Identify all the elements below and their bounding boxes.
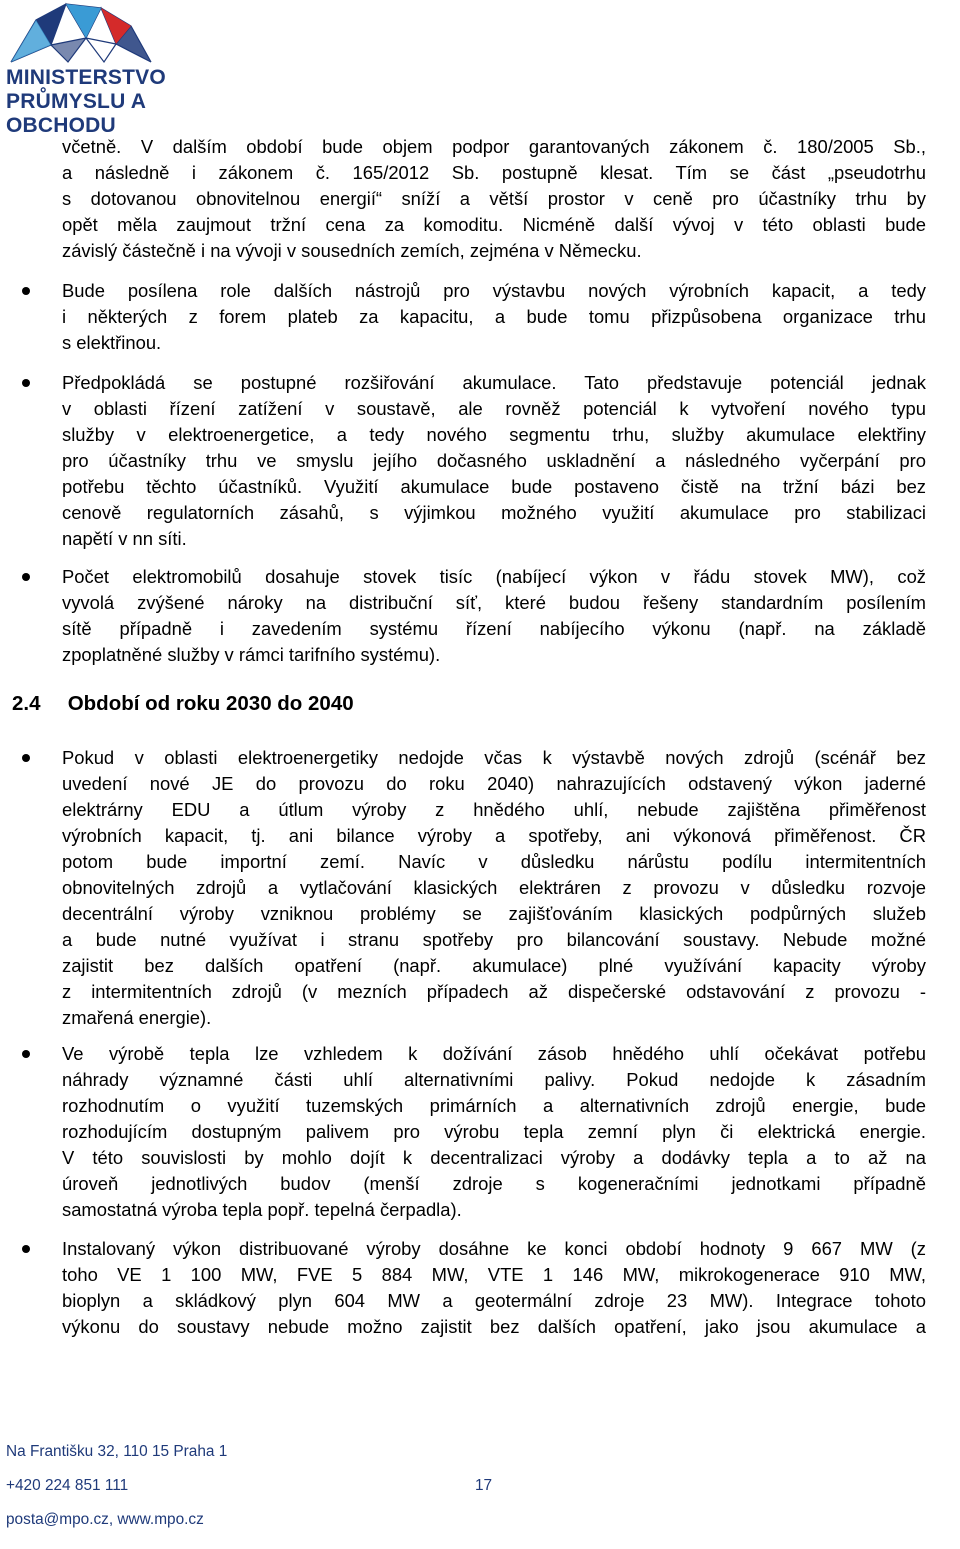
text-line: s elektřinou. bbox=[62, 332, 162, 353]
text-line: zmařená energie). bbox=[62, 1007, 212, 1028]
bullet-dot bbox=[22, 379, 30, 387]
text-line: toho VE 1 100 MW, FVE 5 884 MW, VTE 1 146 MW, mikrokogenerace 910 MW, bbox=[62, 1264, 926, 1285]
text-line: včetně. V dalším období bude objem podpor garantovaných zákonem č. 180/2005 Sb., bbox=[62, 136, 926, 157]
text-line: sítě případně i zavedením systému řízení nabíjecího výkonu (např. na základě bbox=[62, 618, 926, 639]
text-line: uvedení nové JE do provozu do roku 2040) nahrazujících odstavený výkon jaderné bbox=[62, 773, 926, 794]
page-number: 17 bbox=[475, 1477, 493, 1494]
bullet-dot bbox=[22, 1245, 30, 1253]
text-line: zajistit bez dalších opatření (např. akumulace) plné využívání kapacity výroby bbox=[62, 955, 926, 976]
text-line: Předpokládá se postupné rozšiřování akumulace. Tato představuje potenciál jednak bbox=[62, 372, 926, 393]
text-line: výkonu do soustavy nebude možno zajistit bez dalších opatření, jako jsou akumulace a bbox=[62, 1316, 926, 1337]
text-line: cenově regulatorních zásahů, s výjimkou možného využití akumulace pro stabilizaci bbox=[62, 502, 926, 523]
text-line: Počet elektromobilů dosahuje stovek tisíc (nabíjecí výkon v řádu stovek MW), což bbox=[62, 566, 926, 587]
text-line: Pokud v oblasti elektroenergetiky nedojde včas k výstavbě nových zdrojů (scénář bez bbox=[62, 747, 926, 768]
text-line: pro účastníky trhu ve smyslu jejího dočasného uskladnění a následného vyčerpání pro bbox=[62, 450, 926, 471]
bullet-dot bbox=[22, 573, 30, 581]
section-heading bbox=[12, 690, 354, 718]
text-line: úroveň jednotlivých budov (menší zdroje s kogeneračními jednotkami případně bbox=[62, 1173, 926, 1194]
text-line: i některých z forem plateb za kapacitu, a bude tomu přizpůsobena organizace trhu bbox=[62, 306, 926, 327]
logo-line-1: MINISTERSTVO bbox=[6, 66, 166, 89]
bullet-item bbox=[62, 278, 926, 356]
section-number: 2.4 bbox=[12, 692, 41, 715]
text-line: samostatná výroba tepla popř. tepelná čerpadla). bbox=[62, 1199, 462, 1220]
text-line: zpoplatněné služby v rámci tarifního systému). bbox=[62, 644, 441, 665]
text-line: napětí v nn síti. bbox=[62, 528, 187, 549]
text-line: obnovitelných zdrojů a vytlačování klasických elektráren z provozu v důsledku rozvoje bbox=[62, 877, 926, 898]
section-title: Období od roku 2030 do 2040 bbox=[67, 692, 354, 715]
bullet-dot bbox=[22, 287, 30, 295]
logo-line-2: PRŮMYSLU A OBCHODU bbox=[6, 90, 146, 137]
text-line: vyvolá zvýšené nároky na distribuční síť, které budou řešeny standardním posílením bbox=[62, 592, 926, 613]
text-line: z intermitentních zdrojů (v mezních případech až dispečerské odstavování z provozu - bbox=[62, 981, 926, 1002]
bullet-item bbox=[62, 1236, 926, 1340]
bullet-dot bbox=[22, 754, 30, 762]
text-line: v oblasti řízení zatížení v soustavě, ale rovněž potenciál k vytvoření nového typu bbox=[62, 398, 926, 419]
text-line: Ve výrobě tepla lze vzhledem k dožívání zásob hnědého uhlí očekávat potřebu bbox=[62, 1043, 926, 1064]
text-line: náhrady významné části uhlí alternativními palivy. Pokud nedojde k zásadním bbox=[62, 1069, 926, 1090]
bullet-item bbox=[62, 1041, 926, 1223]
text-line: rozhodujícím dostupným palivem pro výrobu tepla zemní plyn či elektrická energie. bbox=[62, 1121, 926, 1142]
footer-phone: +420 224 851 111 bbox=[6, 1477, 129, 1494]
bullet-item bbox=[62, 745, 926, 1031]
footer-contact[interactable]: posta@mpo.cz, www.mpo.cz bbox=[6, 1511, 204, 1528]
bullet-item bbox=[62, 564, 926, 668]
text-line: potřebu těchto účastníků. Využití akumulace bude postaveno čistě na tržní bázi bez bbox=[62, 476, 926, 497]
text-line: elektrárny EDU a útlum výroby z hnědého uhlí, nebude zajištěna přiměřenost bbox=[62, 799, 926, 820]
bullet-dot bbox=[22, 1050, 30, 1058]
text-line: Instalovaný výkon distribuované výroby dosáhne ke konci období hodnoty 9 667 MW (z bbox=[62, 1238, 926, 1259]
text-line: V této souvislosti by mohlo dojít k decentralizaci výroby a dodávky tepla a to až na bbox=[62, 1147, 926, 1168]
intro-paragraph bbox=[62, 134, 926, 264]
text-line: opět měla zaujmout tržní cena za komoditu. Nicméně další vývoj v této oblasti bude bbox=[62, 214, 926, 235]
text-line: služby v elektroenergetice, a tedy nového segmentu trhu, služby akumulace elektřiny bbox=[62, 424, 926, 445]
text-line: bioplyn a skládkový plyn 604 MW a geotermální zdroje 23 MW). Integrace tohoto bbox=[62, 1290, 926, 1311]
bullet-item bbox=[62, 370, 926, 552]
text-line: Bude posílena role dalších nástrojů pro výstavbu nových výrobních kapacit, a tedy bbox=[62, 280, 926, 301]
text-line: výrobních kapacit, tj. ani bilance výroby a spotřeby, ani výkonová přiměřenost. ČR bbox=[62, 825, 926, 846]
text-line: závislý částečně i na vývoji v sousedních zemích, zejména v Německu. bbox=[62, 240, 642, 261]
text-line: s dotovanou obnovitelnou energií“ sníží a větší prostor v ceně pro účastníky trhu by bbox=[62, 188, 926, 209]
footer-address: Na Františku 32, 110 15 Praha 1 bbox=[6, 1443, 228, 1460]
text-line: a následně i zákonem č. 165/2012 Sb. postupně klesat. Tím se část „pseudotrhu bbox=[62, 162, 926, 183]
text-line: rozhodnutím o využití tuzemských primárních a alternativních zdrojů energie, bude bbox=[62, 1095, 926, 1116]
text-line: decentrální výroby vzniknou problémy se zajišťováním klasických podpůrných služeb bbox=[62, 903, 926, 924]
text-line: potom bude importní zemí. Navíc v důsledku nárůstu podílu intermitentních bbox=[62, 851, 926, 872]
text-line: a bude nutné využívat i stranu spotřeby pro bilancování soustavy. Nebude možné bbox=[62, 929, 926, 950]
